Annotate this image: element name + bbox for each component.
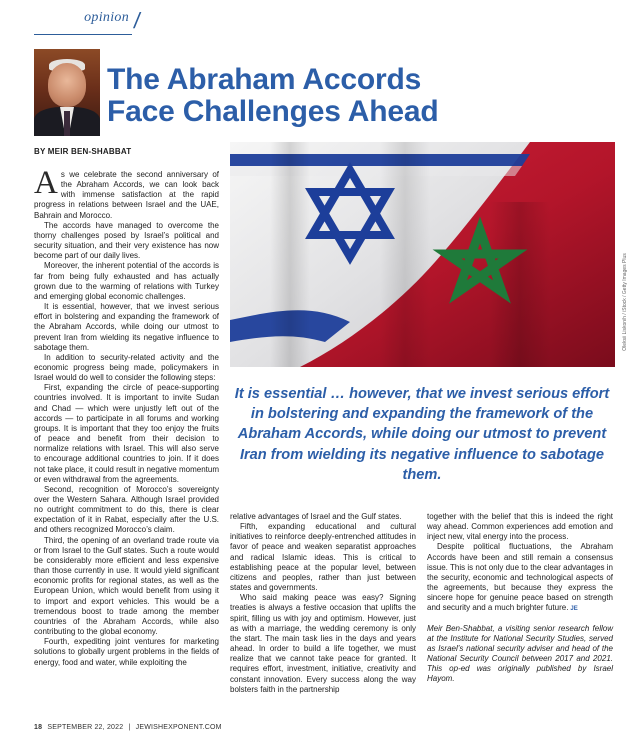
page-footer bbox=[34, 724, 222, 731]
section-label bbox=[34, 6, 142, 36]
issue-date: SEPTEMBER 22, 2022 bbox=[47, 724, 124, 731]
paragraph: together with the belief that this is indeed the right way ahead. Common experiences add emotion and inject new, vital energy into the process. bbox=[427, 512, 613, 542]
article-headline bbox=[107, 64, 617, 128]
paragraph: In addition to security-related activity and the economic progress being made, policymakers in Israel would do well to consider the following steps: bbox=[34, 352, 219, 383]
author-bio: Meir Ben-Shabbat, a visiting senior research fellow at the Institute for National Security Studies, served as Israel’s national security adviser and head of the National Security Council between 2017 and 2021. This op-ed was originally published by Israel Hayom. bbox=[427, 623, 613, 684]
article-column-3 bbox=[427, 512, 613, 685]
paragraph: Who said making peace was easy? Signing treaties is always a festive occasion that uplifts the spirit, filling us with joy and optimism. However, just as with a marriage, the wedding ceremony is only the start. The main task lies in the days and years ahead. In order to build a life together, we must realize that we cannot take peace for granted. It requires effort, investment, initiative, creativity and constant innovation. Every success along the way bolsters faith in the partnership bbox=[230, 593, 416, 694]
section-rule bbox=[34, 34, 132, 35]
page-number: 18 bbox=[34, 724, 43, 731]
paragraph: The accords have managed to overcome the thorny challenges posed by Israel’s political and security situation, and their very existence has now become part of our daily lives. bbox=[34, 220, 219, 261]
paragraph: Despite political fluctuations, the Abraham Accords have been and still remain a consensus issue. This is not only due to the clear advantages in the security, economic and technological aspects of the agreements, but because they express the sincere hope for genuine peace based on strength and security and a much brighter future. JE bbox=[427, 542, 613, 613]
author-headshot bbox=[34, 49, 100, 136]
article-column-1 bbox=[34, 165, 219, 668]
pull-quote: It is essential … however, that we invest serious effort in bolstering and expanding the framework of the Abraham Accords, while doing our utmost to prevent Iran from wielding its negative influence to sabotage them. bbox=[234, 386, 610, 483]
photo-credit: Oleksii Liskonih / iStock / Getty Images Plus bbox=[621, 253, 628, 351]
section-name: opinion bbox=[84, 10, 129, 25]
paragraph: It is essential, however, that we invest serious effort in bolstering and expanding the framework of the Abraham Accords, while doing our utmost to prevent Iran from wielding its negative influence to sabotage them. bbox=[34, 302, 219, 352]
section-slash-icon: / bbox=[132, 8, 142, 33]
headline-line-1: The Abraham Accords bbox=[107, 63, 422, 96]
footer-separator: | bbox=[128, 724, 131, 731]
paragraph: Fifth, expanding educational and cultural initiatives to reinforce deeply-entrenched attitudes in favor of peace and weaken separatist approaches and radical Islamic ideas. This is critical to establishing peace at the popular level, between citizens and peoples, rather than just between states and governments. bbox=[230, 522, 416, 593]
paragraph: Third, the opening of an overland trade route via or from Israel to the Gulf states. Such a route would be considerably more efficient and less expensive than those currently in use. It would yield significant economic profits for regional states, as well as the European Union, which would benefit from using it to import and export vehicles. This would be a tremendous boost to trade among the member countries of the Abraham Accords, while also contributing to the global economy. bbox=[34, 535, 219, 637]
byline: BY MEIR BEN-SHABBAT bbox=[34, 147, 132, 156]
article-column-2 bbox=[230, 512, 416, 695]
paragraph: Second, recognition of Morocco’s sovereignty over the Western Sahara. Although Israel provided no outright commitment to do this, there is clear expectation of it in Rabat, especially after the U.S. and others recognized Morocco’s claim. bbox=[34, 484, 219, 535]
paragraph: As we celebrate the second anniversary of the Abraham Accords, we can look back with immense satisfaction at the rapid progress in relations between Israel and the UAE, Bahrain and Morocco. bbox=[34, 165, 219, 220]
paragraph: First, expanding the circle of peace-supporting countries involved. It is important to invite Sudan and Chad — which were unjustly left out of the accords — to participate in all forums and working groups. It is important that they too enjoy the fruits of peace and benefit from their decision to normalize relations with Israel. This will also serve to encourage additional countries to join. If it does not take place, it could result in negative momentum or even withdrawal from the agreements. bbox=[34, 383, 219, 484]
paragraph: Fourth, expediting joint ventures for marketing solutions to globally urgent problems in the fields of energy, food and water, while exploiting the bbox=[34, 637, 219, 667]
paragraph: Moreover, the inherent potential of the accords is far from being fully exhausted and has actually grown due to the warming of relations with Turkey and emerging global economic challenges. bbox=[34, 261, 219, 301]
drop-cap: A bbox=[34, 165, 58, 201]
website: JEWISHEXPONENT.COM bbox=[135, 724, 222, 731]
headline-line-2: Face Challenges Ahead bbox=[107, 95, 439, 128]
paragraph: relative advantages of Israel and the Gulf states. bbox=[230, 512, 402, 521]
flags-photo bbox=[230, 142, 615, 367]
end-mark: JE bbox=[570, 606, 578, 613]
